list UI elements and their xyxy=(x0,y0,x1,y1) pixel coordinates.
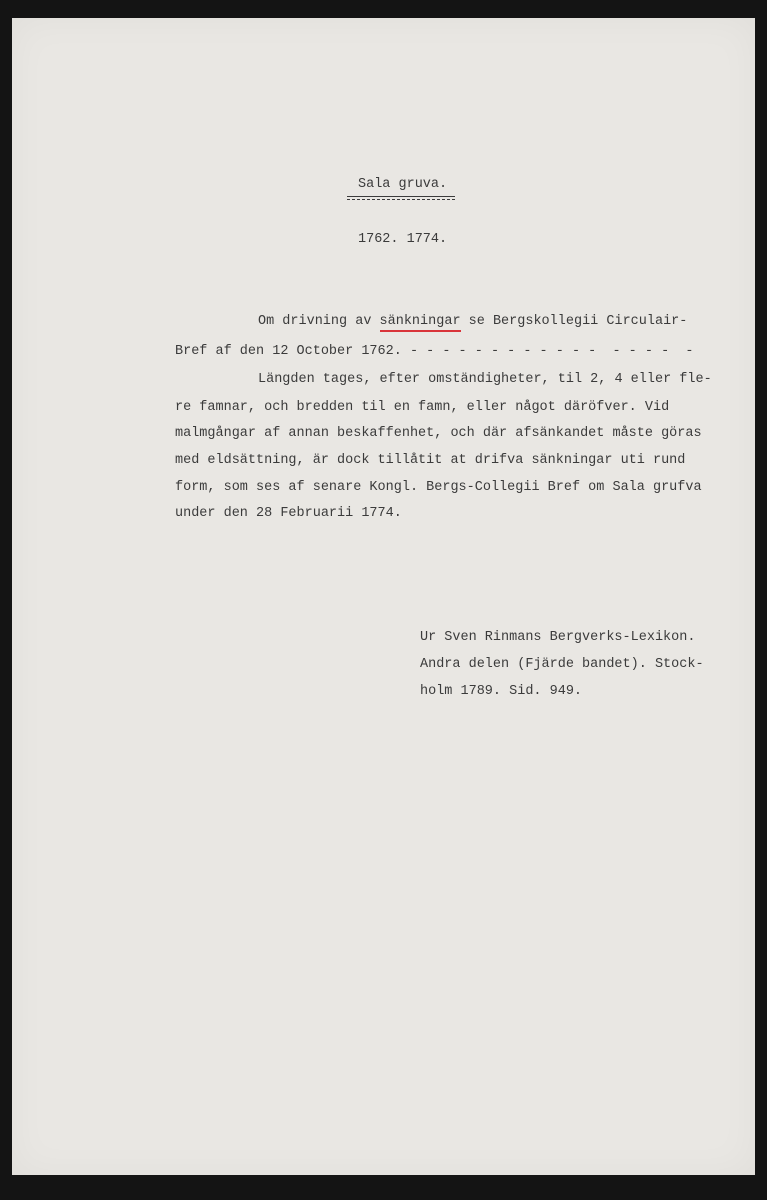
paragraph2-line: Längden tages, efter omständigheter, til 2, 4 eller fle- xyxy=(258,372,712,387)
paragraph1-line2: Bref af den 12 October 1762. - - - - - - - - - - - - - - - - - xyxy=(175,344,694,359)
paragraph2-line: under den 28 Februarii 1774. xyxy=(175,506,402,521)
document-page xyxy=(12,18,755,1175)
document-dates: 1762. 1774. xyxy=(358,232,448,247)
paragraph2-line: re famnar, och bredden til en famn, eller något däröfver. Vid xyxy=(175,400,670,415)
paragraph1-line1 xyxy=(258,314,687,330)
paragraph2-line: med eldsättning, är dock tillåtit at drifva sänkningar uti rund xyxy=(175,453,686,468)
paragraph2-line: form, som ses af senare Kongl. Bergs-Collegii Bref om Sala grufva xyxy=(175,480,702,495)
document-title: Sala gruva. xyxy=(358,177,448,192)
title-underline xyxy=(347,196,455,200)
paragraph2-line: malmgångar af annan beskaffenhet, och där afsänkandet måste göras xyxy=(175,426,702,441)
source-citation-line: Andra delen (Fjärde bandet). Stock- xyxy=(420,657,704,672)
source-citation-line: Ur Sven Rinmans Bergverks-Lexikon. xyxy=(420,630,696,645)
paragraph1-line1-pre: Om drivning av xyxy=(258,314,380,329)
paragraph1-line1-post: se Bergskollegii Circulair- xyxy=(460,314,688,329)
red-underlined-word: sänkningar xyxy=(380,314,461,332)
source-citation-line: holm 1789. Sid. 949. xyxy=(420,684,583,699)
